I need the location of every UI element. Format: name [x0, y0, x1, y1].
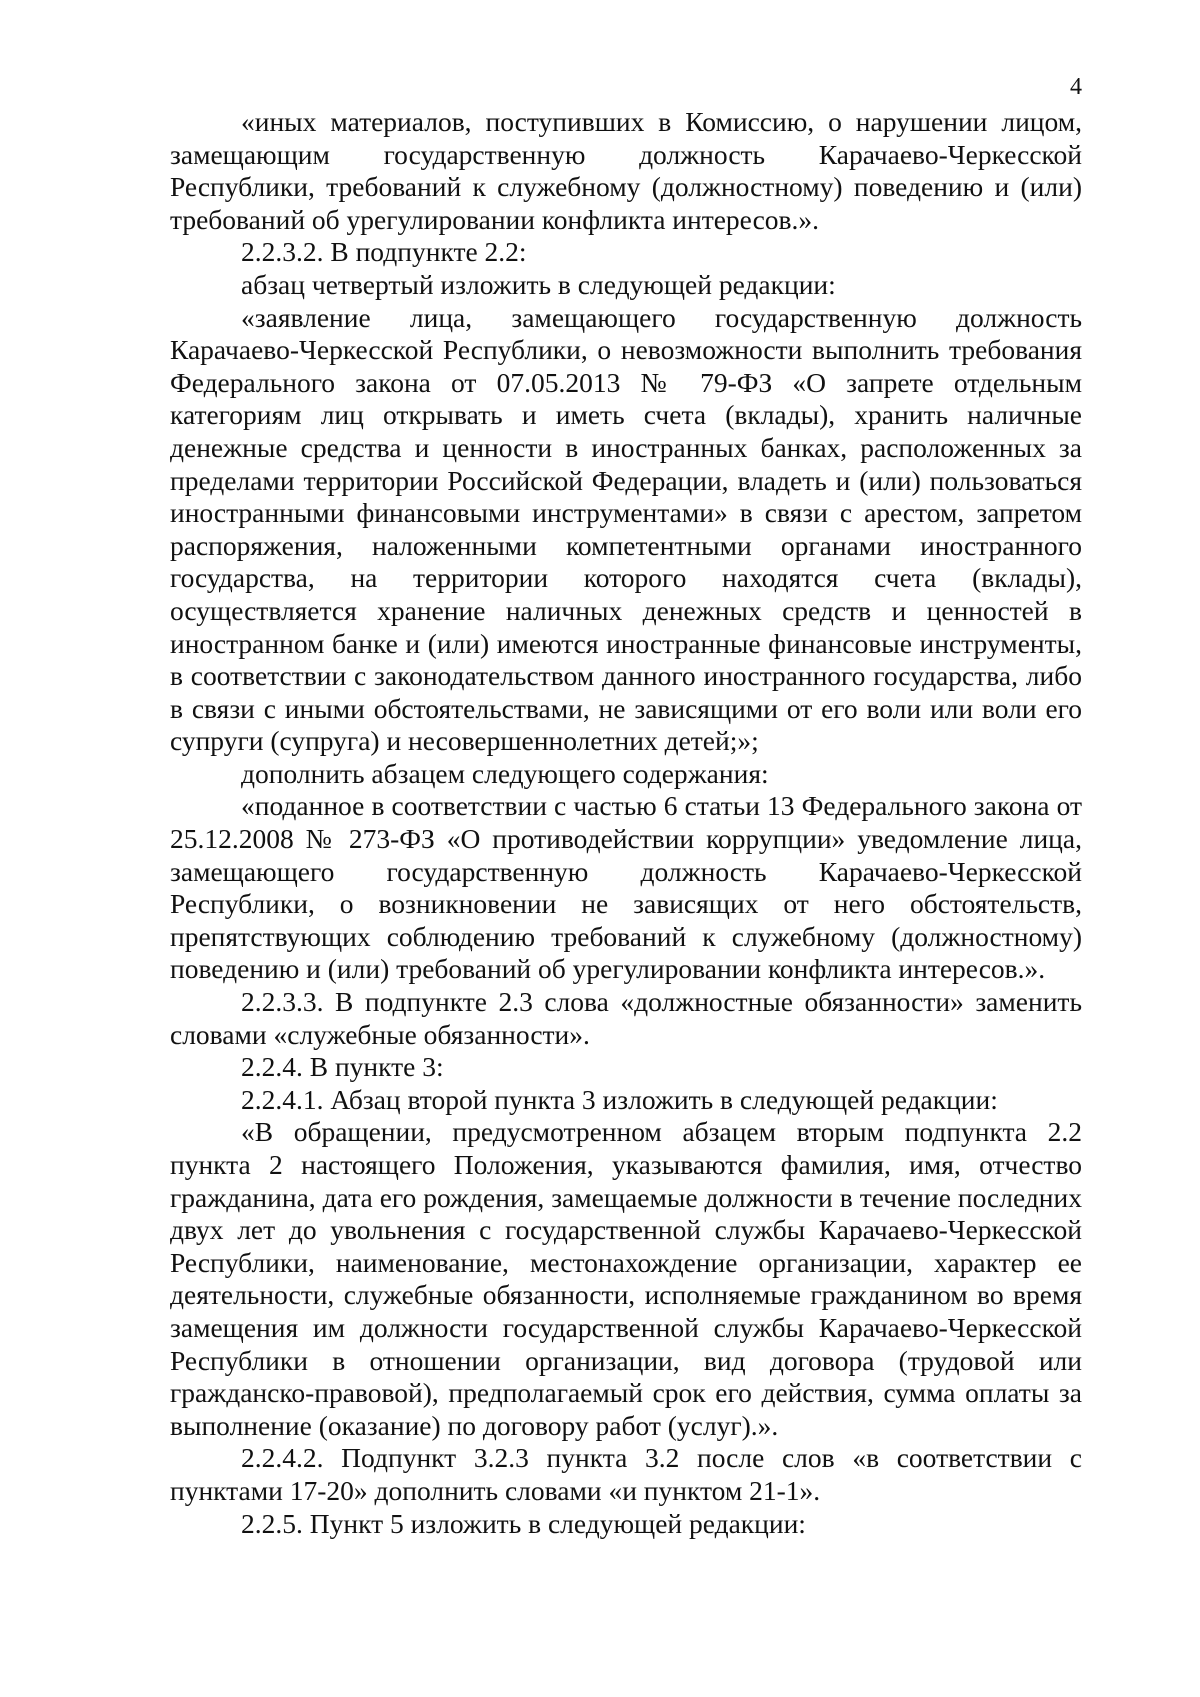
paragraph-2-2-4-1: 2.2.4.1. Абзац второй пункта 3 изложить в следующей редакции:: [241, 1083, 998, 1115]
paragraph-2-2-3-3: 2.2.3.3. В подпункте 2.3 слова «должностные обязанности» заменить словами «служебные обязанности».: [170, 986, 1082, 1050]
paragraph-quote-continuation: «иных материалов, поступивших в Комиссию, о нарушении лицом, замещающим государственную должность Карачаево-Черкесской Республики, требований к служебному (должностному) поведению и (или) требований об урегулировании конфликта интересов.».: [170, 106, 1082, 235]
paragraph-quote-statement: «заявление лица, замещающего государственную должность Карачаево-Черкесской Республики, о невозможности выполнить требования Федерального закона от 07.05.2013 № 79-ФЗ «О запрете отдельным категориям лиц открывать и иметь счета (вклады), хранить наличные денежные средства и ценности в иностранных банках, расположенных за пределами территории Российской Федерации, владеть и (или) пользоваться иностранными финансовыми инструментами» в связи с арестом, запретом распоряжения, наложенными компетентными органами иностранного государства, на территории которого находятся счета (вклады), осуществляется хранение наличных денежных средств и ценностей в иностранном банке и (или) имеются иностранные финансовые инструменты, в соответствии с законодательством данного иностранного государства, либо в связи с иными обстоятельствами, не зависящими от его воли или воли его супруги (супруга) и несовершеннолетних детей;»;: [170, 301, 1082, 757]
paragraph-instruction-add: дополнить абзацем следующего содержания:: [241, 757, 769, 789]
paragraph-2-2-5: 2.2.5. Пункт 5 изложить в следующей редакции:: [241, 1507, 806, 1539]
paragraph-instruction-fourth: абзац четвертый изложить в следующей редакции:: [241, 268, 836, 300]
page-number: 4: [1070, 74, 1082, 100]
paragraph-2-2-4: 2.2.4. В пункте 3:: [241, 1051, 444, 1083]
paragraph-2-2-4-2: 2.2.4.2. Подпункт 3.2.3 пункта 3.2 после слов «в соответствии с пунктами 17-20» дополнить словами «и пунктом 21-1».: [170, 1442, 1082, 1506]
paragraph-2-2-3-2: 2.2.3.2. В подпункте 2.2:: [241, 236, 527, 268]
document-body: [170, 106, 1082, 1540]
paragraph-quote-appeal: «В обращении, предусмотренном абзацем вторым подпункта 2.2 пункта 2 настоящего Положения, указываются фамилия, имя, отчество гражданина, дата его рождения, замещаемые должности в течение последних двух лет до увольнения с государственной службы Карачаево-Черкесской Республики, наименование, местонахождение организации, характер ее деятельности, служебные обязанности, исполняемые гражданином во время замещения им должности государственной службы Карачаево-Черкесской Республики в отношении организации, вид договора (трудовой или гражданско-правовой), предполагаемый срок его действия, сумма оплаты за выполнение (оказание) по договору работ (услуг).».: [170, 1116, 1082, 1441]
paragraph-quote-notice: «поданное в соответствии с частью 6 статьи 13 Федерального закона от 25.12.2008 № 273-ФЗ «О противодействии коррупции» уведомление лица, замещающего государственную должность Карачаево-Черкесской Республики, о возникновении не зависящих от него обстоятельств, препятствующих соблюдению требований к служебному (должностному) поведению и (или) требований об урегулировании конфликта интересов.».: [170, 790, 1082, 985]
